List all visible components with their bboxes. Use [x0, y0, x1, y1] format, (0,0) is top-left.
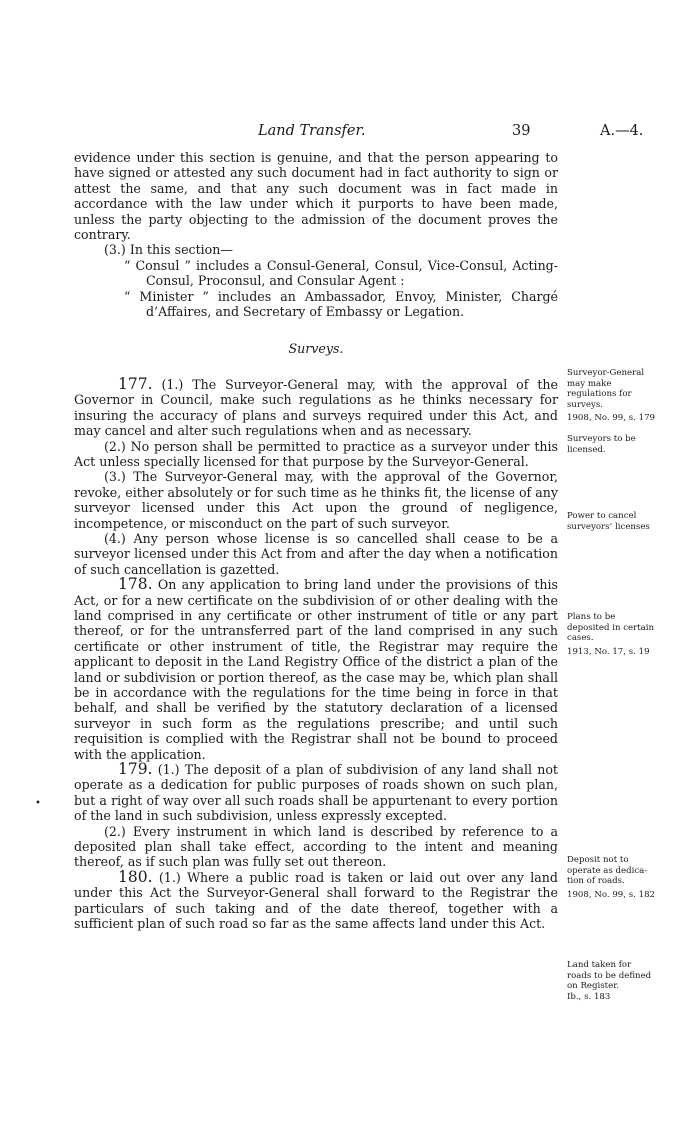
- margin-note-line: licensed.: [567, 444, 606, 455]
- margin-note-line: surveys.: [567, 399, 603, 410]
- margin-note-line: deposited in certain: [567, 622, 655, 633]
- margin-bullet-mark: •: [35, 798, 41, 809]
- section-177-3: (3.) The Surveyor-General may, with the approval of the Governor, revoke, either absolutely or for such time as he thinks fit, the license of any surveyor licensed under this Act upon the ground of negligence, incompetence, or misconduct on the part of such surveyor.: [74, 469, 558, 531]
- margin-note-177-cancel: [567, 511, 687, 532]
- margin-note-180-roads: [567, 960, 687, 1002]
- margin-note-line: Surveyor-General: [567, 368, 645, 378]
- section-179-1-text: (1.) The deposit of a plan of subdivision of any land shall not operate as a dedication for public purposes of roads shown on such plan, but a right of way over all such roads shall be appurtenant to every portion of the land in such subdivision, unless expressly excepted.: [74, 762, 558, 824]
- margin-note-179-deposit: [567, 855, 687, 900]
- section-179-2: (2.) Every instrument in which land is described by reference to a deposited plan shall take effect, according to the intent and meaning thereof, as if such plan was fully set out thereon.: [74, 823, 558, 870]
- section-177-1: [74, 374, 558, 439]
- margin-note-line: cases.: [567, 633, 594, 643]
- margin-note-line: Land taken for: [567, 960, 632, 970]
- section-177-2: (2.) No person shall be permitted to practice as a surveyor under this Act unless specially licensed for that purpose by the Surveyor-General.: [74, 438, 558, 469]
- running-header-title: Land Transfer.: [258, 123, 366, 139]
- section-number-179: 179.: [118, 760, 153, 779]
- section-177-4: (4.) Any person whose license is so cancelled shall cease to be a surveyor licensed under this Act from and after the day when a notification of such cancellation is gazetted.: [74, 530, 558, 577]
- section-178: [74, 577, 558, 762]
- section-177-1-text: (1.) The Surveyor-General may, with the approval of the Governor in Council, make such regulations as he thinks necessary for insuring the accuracy of plans and surveys required under this Act, and may cancel and alter such regulations when and as necessary.: [74, 376, 558, 439]
- margin-note-178-plans: [567, 612, 687, 657]
- margin-note-line: roads to be defined: [567, 970, 652, 981]
- margin-note-177-licensed: [567, 434, 687, 455]
- margin-note-line: Surveyors to be: [567, 434, 636, 444]
- page-number: 39: [512, 123, 531, 139]
- margin-note-line: operate as dedica-: [567, 865, 648, 876]
- section-178-text: On any application to bring land under the provisions of this Act, or for a new certificate on the subdivision of or other dealing with the land comprised in any certificate or other instrument of title or any part thereof, or for the untransferred part of the land comprised in any such certificate or other instrument of title, the Registrar may require the applicant to deposit in the Land Registry Office of the district a plan of the land or subdivision or portion thereof, as the case may be, which plan shall be in accordance with the regulations for the time being in force in that behalf, and shall be verified by the statutory declaration of a licensed surveyor in such form as the regulations prescribe; and until such requisition is complied with the Registrar shall not be bound to proceed with the application.: [74, 577, 558, 762]
- margin-note-line: surveyors’ licenses: [567, 521, 650, 532]
- definition-consul: “ Consul ” includes a Consul-General, Consul, Vice-Consul, Acting-Consul, Proconsul, and Consular Agent :: [124, 257, 558, 289]
- margin-note-line: Plans to be: [567, 612, 616, 622]
- subsection-3: (3.) In this section—: [104, 242, 233, 258]
- section-number-178: 178.: [118, 575, 153, 594]
- body-text: [74, 150, 558, 932]
- margin-note-line: Deposit not to: [567, 855, 629, 865]
- paragraph-intro: evidence under this section is genuine, and that the person appearing to have signed or attested any such document had in fact authority to sign or attest the same, and that any such document was in fact made in accordance with the law under which it purports to have been made, unless the party objecting to the admission of the document proves the contrary.: [74, 150, 558, 243]
- section-179-1: [74, 762, 558, 824]
- section-180-1: [74, 867, 558, 932]
- margin-note-line: on Register.: [567, 981, 620, 991]
- section-number-180: 180.: [118, 867, 153, 886]
- section-heading-surveys: Surveys.: [288, 341, 344, 357]
- margin-note-citation: 1908, No. 99, s. 182: [567, 889, 656, 900]
- definition-minister: “ Minister ” includes an Ambassador, Envoy, Minister, Chargé d’Affaires, and Secretary of Embassy or Legation.: [124, 288, 558, 320]
- margin-note-line: regulations for: [567, 389, 632, 399]
- margin-note-citation: 1913, No. 17, s. 19: [567, 646, 650, 657]
- margin-note-line: Power to cancel: [567, 511, 637, 521]
- paper-reference: A.—4.: [600, 123, 644, 139]
- margin-note-citation: Ib., s. 183: [567, 991, 611, 1002]
- margin-note-line: tion of roads.: [567, 876, 625, 886]
- section-number-177: 177.: [118, 374, 153, 393]
- margin-note-177-regulations: [567, 368, 687, 424]
- section-180-1-text: (1.) Where a public road is taken or laid out over any land under this Act the Surveyor-General shall forward to the Registrar the particulars of such taking and of the date thereof, together with a sufficient plan of such road so far as the same affects land under this Act.: [74, 869, 558, 932]
- margin-note-citation: 1908, No. 99, s. 179: [567, 413, 656, 423]
- margin-note-line: may make: [567, 378, 612, 389]
